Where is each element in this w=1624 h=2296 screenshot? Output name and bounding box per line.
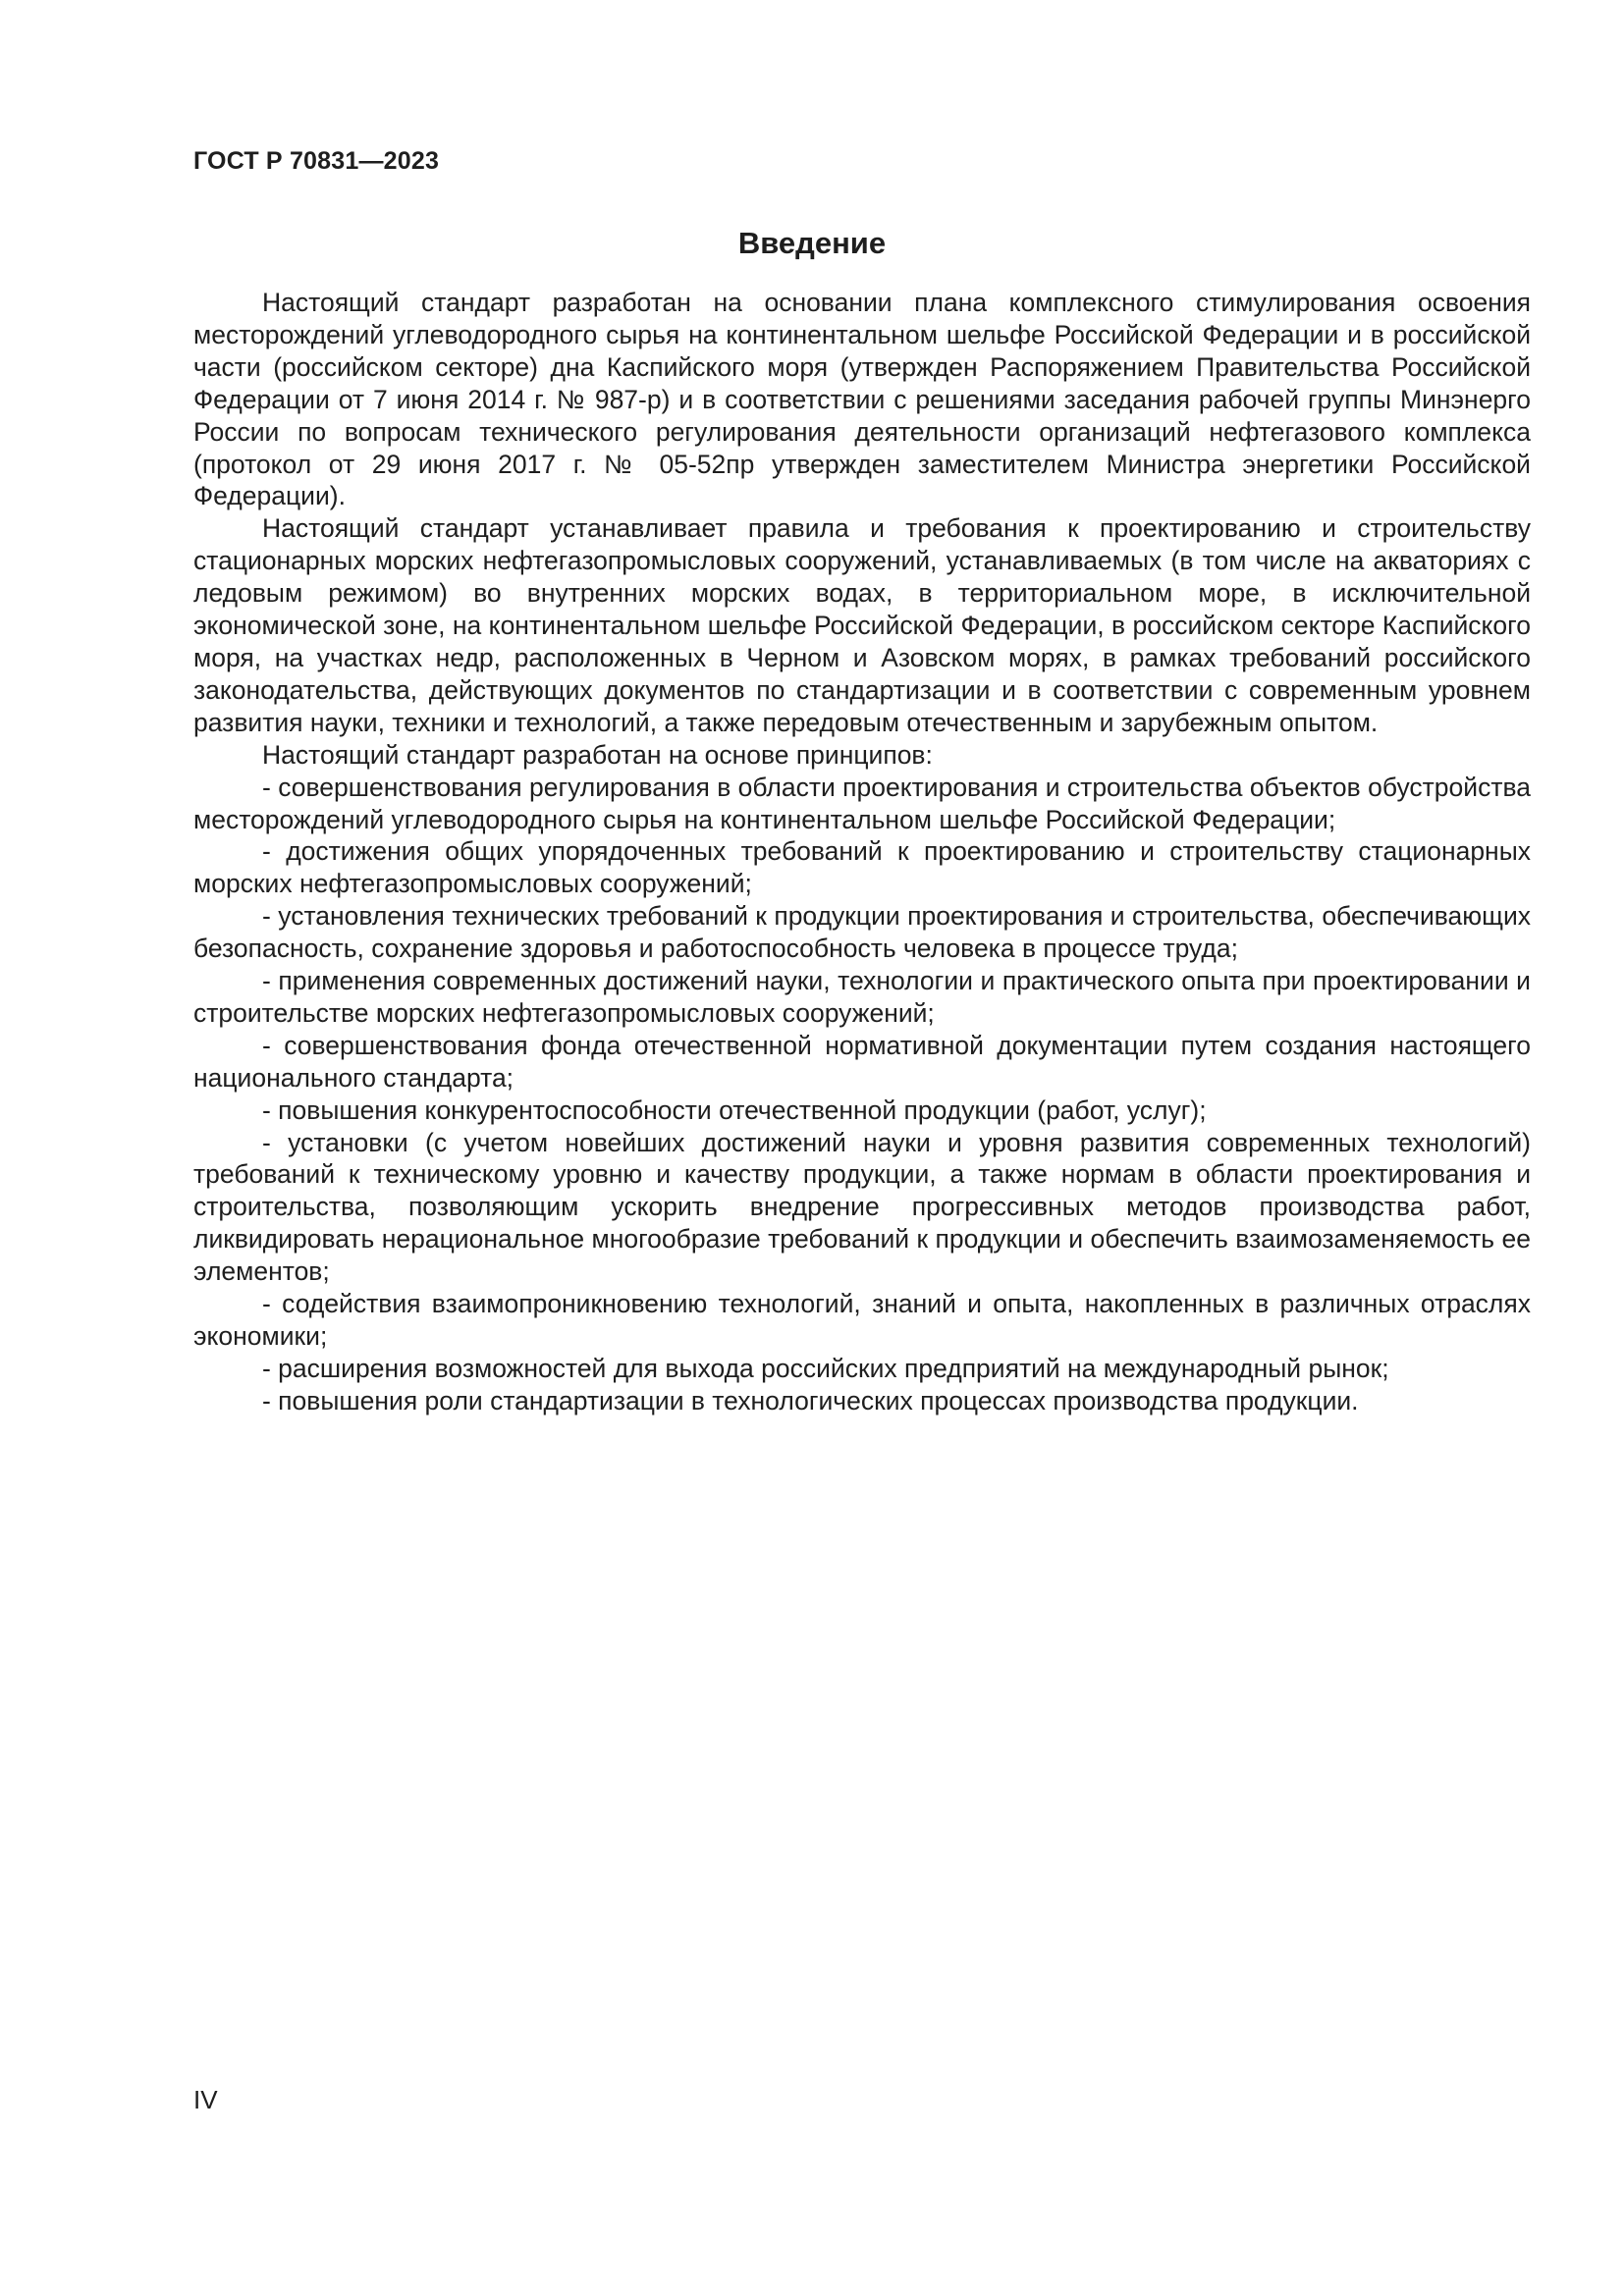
paragraph-principles-intro: Настоящий стандарт разработан на основе принципов: [262, 739, 933, 770]
principle-item: - повышения конкурентоспособности отечественной продукции (работ, услуг); [262, 1095, 1207, 1125]
page-number: IV [193, 2085, 218, 2114]
principle-item: - совершенствования регулирования в области проектирования и строительства объектов обустройства месторождений углеводородного сырья на континентальном шельфе Российской Федерации; [193, 772, 1531, 834]
principle-item: - расширения возможностей для выхода российских предприятий на международный рынок; [262, 1353, 1389, 1383]
principle-item: - повышения роли стандартизации в технологических процессах производства продукции. [262, 1385, 1359, 1415]
document-body [193, 287, 1531, 1417]
principle-item: - установления технических требований к продукции проектирования и строительства, обеспечивающих безопасность, сохранение здоровья и работоспособность человека в процессе труда; [193, 901, 1531, 964]
section-title: Введение [737, 226, 887, 260]
principles-list [193, 772, 1531, 1417]
paragraph-scope: Настоящий стандарт устанавливает правила и требования к проектированию и строительству стационарных морских нефтегазопромысловых сооружений, устанавливаемых (в том числе на акваториях с ледовым режимом) во внутренних морских водах, в территориальном море, в исключительной экономической зоне, на континентальном шельфе Российской Федерации, в российском секторе Каспийского моря, на участках недр, расположенных в Черном и Азовском морях, в рамках требований российского законодательства, действующих документов по стандартизации и в соответствии с современным уровнем развития науки, техники и технологий, а также передовым отечественным и зарубежным опытом. [193, 513, 1531, 737]
paragraph-purpose: Настоящий стандарт разработан на основании плана комплексного стимулирования освоения месторождений углеводородного сырья на континентальном шельфе Российской Федерации и в российской части (российском секторе) дна Каспийского моря (утвержден Распоряжением Правительства Российской Федерации от 7 июня 2014 г. № 987-р) и в соответствии с решениями заседания рабочей группы Минэнерго России по вопросам технического регулирования деятельности организаций нефтегазового комплекса (протокол от 29 июня 2017 г. № 05-52пр утвержден заместителем Министра энергетики Российской Федерации). [193, 288, 1531, 511]
principle-item: - установки (с учетом новейших достижений науки и уровня развития современных технологий) требований к техническому уровню и качеству продукции, а также нормам в области проектирования и строительства, позволяющим ускорить внедрение прогрессивных методов производства работ, ликвидировать нерациональное многообразие требований к продукции и обеспечить взаимозаменяемость ее элементов; [193, 1127, 1531, 1287]
principle-item: - содействия взаимопроникновению технологий, знаний и опыта, накопленных в различных отраслях экономики; [193, 1289, 1531, 1351]
document-code: ГОСТ Р 70831—2023 [193, 147, 440, 175]
principle-item: - совершенствования фонда отечественной нормативной документации путем создания настоящего национального стандарта; [193, 1030, 1531, 1093]
principle-item: - применения современных достижений науки, технологии и практического опыта при проектировании и строительстве морских нефтегазопромысловых сооружений; [193, 966, 1531, 1028]
principle-item: - достижения общих упорядоченных требований к проектированию и строительству стационарных морских нефтегазопромысловых сооружений; [193, 836, 1531, 899]
